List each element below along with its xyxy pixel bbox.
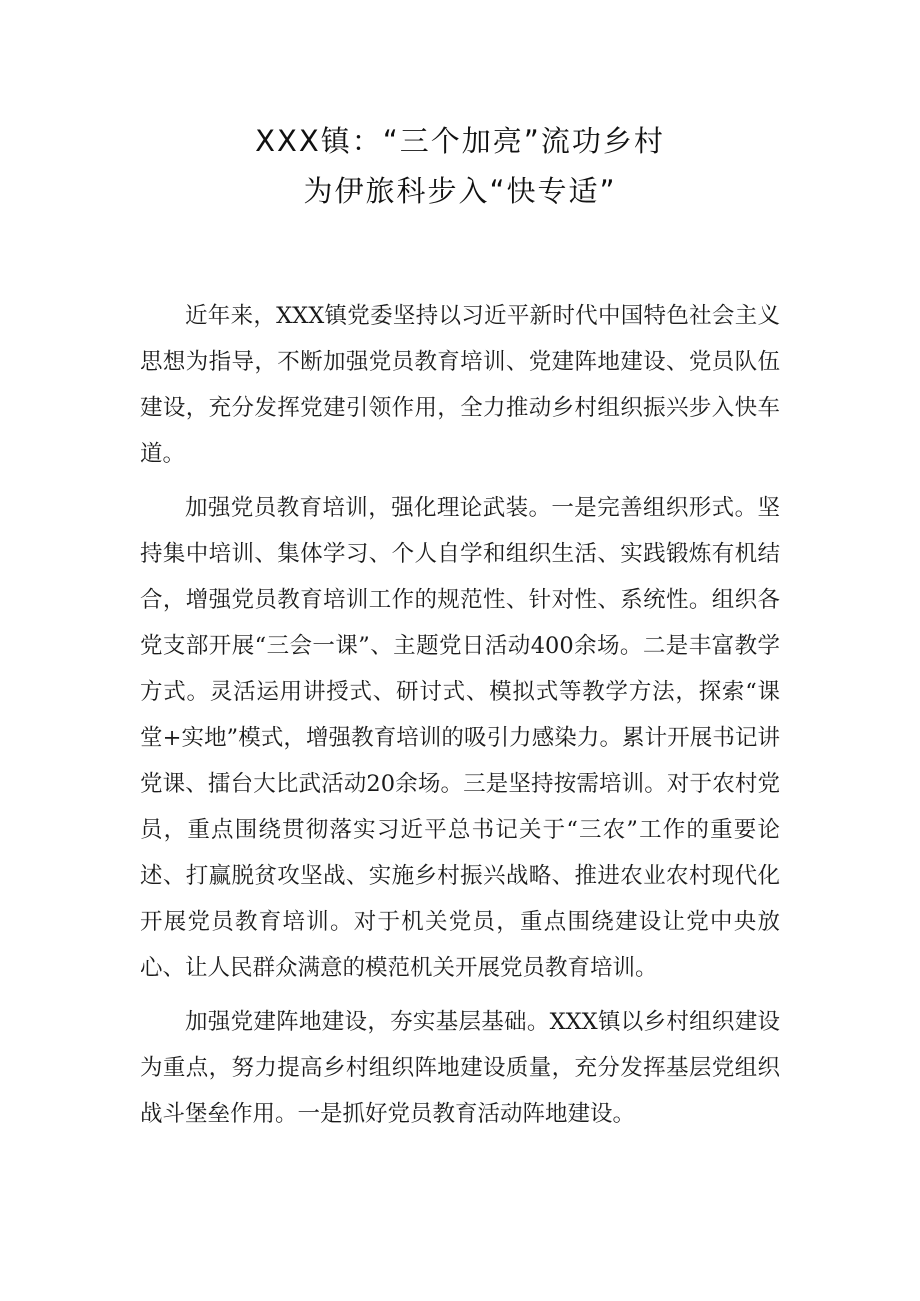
document-title [140,116,780,216]
title-line-2: 为伊旅科步入“快专适” [303,174,617,208]
paragraph-education-training: 加强党员教育培训，强化理论武装。一是完善组织形式。坚持集中培训、集体学习、个人自学和组织生活、实践锻炼有机结合，增强党员教育培训工作的规范性、针对性、系统性。组织各党支部开展“三会一课”、主题党日活动400余场。二是丰富教学方式。灵活运用讲授式、研讨式、模拟式等教学方法，探索“课堂+实地”模式，增强教育培训的吸引力感染力。累计开展书记讲党课、擂台大比武活动20余场。三是坚持按需培训。对于农村党员，重点围绕贯彻落实习近平总书记关于“三农”工作的重要论述、打赢脱贫攻坚战、实施乡村振兴战略、推进农业农村现代化开展党员教育培训。对于机关党员，重点围绕建设让党中央放心、让人民群众满意的模范机关开展党员教育培训。 [140,495,780,981]
title-line-1: XXX镇：“三个加亮”流功乡村 [255,124,665,158]
paragraph-position-building: 加强党建阵地建设，夯实基层基础。XXX镇以乡村组织建设为重点，努力提高乡村组织阵地建设质量，充分发挥基层党组织战斗堡垒作用。一是抓好党员教育活动阵地建设。 [140,1009,780,1127]
paragraph-intro: 近年来，XXX镇党委坚持以习近平新时代中国特色社会主义思想为指导，不断加强党员教育培训、党建阵地建设、党员队伍建设，充分发挥党建引领作用，全力推动乡村组织振兴步入快车道。 [140,303,780,467]
document-body [140,293,780,1137]
